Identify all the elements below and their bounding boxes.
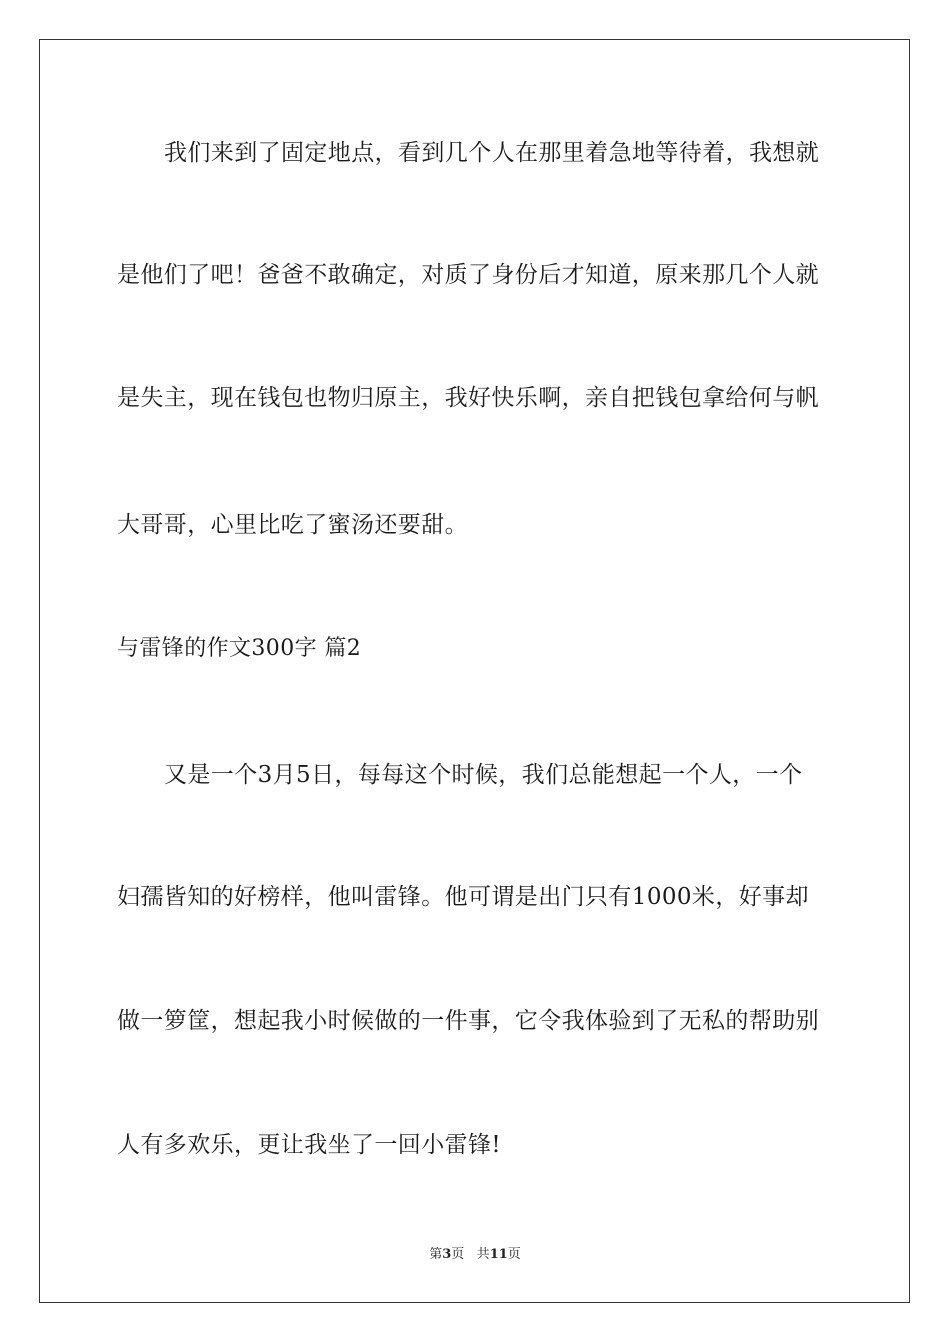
footer-page-suffix: 页 [451, 1247, 465, 1262]
paragraph-line: 是他们了吧！爸爸不敢确定，对质了身份后才知道，原来那几个人就 [117, 262, 819, 288]
paragraph-line: 做一箩筐，想起我小时候做的一件事，它令我体验到了无私的帮助别 [117, 1008, 819, 1034]
paragraph-line: 人有多欢乐，更让我坐了一回小雷锋! [117, 1132, 502, 1158]
footer-total-prefix: 共 [476, 1247, 490, 1262]
paragraph-line: 又是一个3月5日，每每这个时候，我们总能想起一个人，一个 [164, 762, 803, 788]
paragraph-line: 是失主，现在钱包也物归原主，我好快乐啊，亲自把钱包拿给何与帆 [117, 385, 819, 411]
footer-page-prefix: 第 [429, 1247, 443, 1262]
paragraph-line: 大哥哥，心里比吃了蜜汤还要甜。 [117, 512, 468, 538]
footer-total-suffix: 页 [507, 1247, 521, 1262]
page-footer [0, 1246, 950, 1264]
footer-page-number: 3 [442, 1247, 452, 1262]
footer-total-pages: 11 [489, 1247, 508, 1262]
page-border [39, 39, 910, 1303]
section-heading: 与雷锋的作文300字 篇2 [117, 636, 362, 661]
paragraph-line: 妇孺皆知的好榜样，他叫雷锋。他可谓是出门只有1000米，好事却 [117, 884, 809, 910]
paragraph-line: 我们来到了固定地点，看到几个人在那里着急地等待着，我想就 [164, 140, 820, 166]
